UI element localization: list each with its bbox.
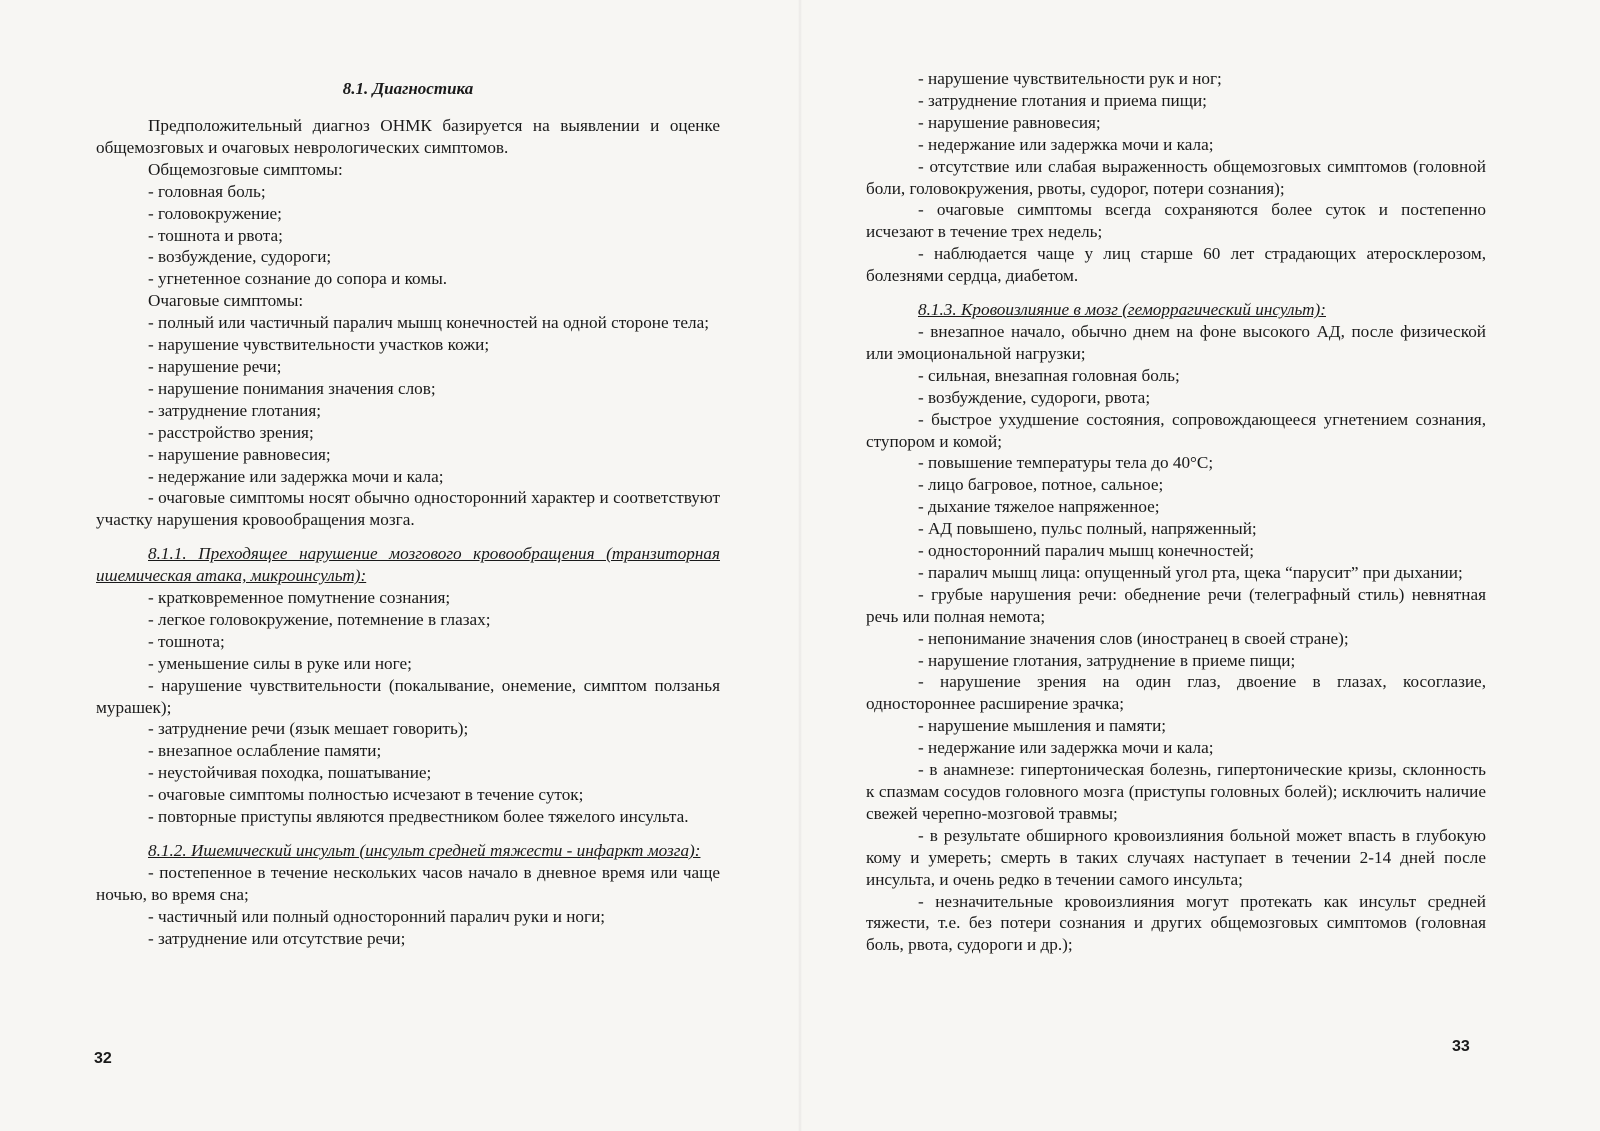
- list-item: - неустойчивая походка, пошатывание;: [148, 763, 432, 783]
- general-symptoms-label: Общемозговые симптомы:: [148, 159, 343, 179]
- section-title: 8.1. Диагностика: [342, 79, 474, 98]
- list-item: - тошнота;: [148, 631, 225, 651]
- right-page: [800, 0, 1600, 1131]
- list-item: - повторные приступы являются предвестником более тяжелого инсульта.: [148, 807, 689, 827]
- list-item: - головокружение;: [148, 203, 282, 223]
- list-item: - очаговые симптомы носят обычно односторонний характер и соответствуют участку нарушения кровообращения мозга.: [96, 488, 720, 530]
- list-item: - нарушение равновесия;: [148, 444, 331, 464]
- page-number: 33: [1452, 1038, 1470, 1055]
- list-item: - в анамнезе: гипертоническая болезнь, гипертонические кризы, склонность к спазмам сосудов головного мозга (приступы головных болей); исключить наличие свежей черепно-мозговой травмы;: [866, 760, 1486, 823]
- list-item: - нарушение зрения на один глаз, двоение в глазах, косоглазие, одностороннее расширение зрачка;: [866, 672, 1486, 714]
- list-item: - сильная, внезапная головная боль;: [918, 365, 1180, 385]
- list-item: - нарушение мышления и памяти;: [918, 716, 1167, 736]
- list-item: - быстрое ухудшение состояния, сопровождающееся угнетением сознания, ступором и комой;: [866, 409, 1486, 451]
- list-item: - полный или частичный паралич мышц конечностей на одной стороне тела;: [148, 313, 710, 333]
- list-item: - недержание или задержка мочи и кала;: [918, 134, 1214, 154]
- list-item: - в результате обширного кровоизлияния больной может впасть в глубокую кому и умереть; смерть в таких случаях наступает в течении 2-14 дней после инсульта, и очень редко в течении самого инсульта;: [866, 825, 1486, 889]
- list-item: - односторонний паралич мышц конечностей;: [918, 541, 1255, 561]
- list-item: - дыхание тяжелое напряженное;: [918, 497, 1160, 517]
- list-item: - незначительные кровоизлияния могут протекать как инсульт средней тяжести, т.е. без потери сознания и других общемозговых симптомов (головная боль, рвота, судороги и др.);: [866, 891, 1486, 955]
- list-item: - внезапное ослабление памяти;: [148, 741, 382, 761]
- list-item: - уменьшение силы в руке или ноге;: [148, 653, 412, 673]
- list-item: - нарушение чувствительности (покалывание, онемение, симптом ползанья мурашек);: [96, 675, 720, 717]
- list-item: - нарушение чувствительности рук и ног;: [918, 69, 1222, 88]
- list-item: - недержание или задержка мочи и кала;: [918, 738, 1214, 758]
- list-item: - кратковременное помутнение сознания;: [148, 588, 451, 608]
- list-item: - нарушение понимания значения слов;: [148, 378, 436, 398]
- ischemic-symptoms-continued-list: [866, 68, 1486, 287]
- list-item: - непонимание значения слов (иностранец в своей стране);: [918, 628, 1349, 648]
- list-item: - очаговые симптомы полностью исчезают в течение суток;: [148, 785, 584, 805]
- subsection-title-8-1-1: 8.1.1. Преходящее нарушение мозгового кровообращения (транзиторная ишемическая атака, микроинсульт):: [96, 544, 720, 586]
- subsection-title-8-1-3: 8.1.3. Кровоизлияние в мозг (геморрагический инсульт):: [918, 300, 1326, 320]
- list-item: - нарушение равновесия;: [918, 112, 1101, 132]
- list-item: - нарушение чувствительности участков кожи;: [148, 335, 490, 355]
- focal-symptoms-list: [96, 312, 720, 531]
- list-item: - постепенное в течение нескольких часов начало в дневное время или чаще ночью, во время сна;: [96, 862, 720, 904]
- list-item: - отсутствие или слабая выраженность общемозговых симптомов (головной боли, головокружения, рвоты, судорог, потери сознания);: [866, 156, 1486, 198]
- list-item: - затруднение глотания;: [148, 400, 322, 420]
- list-item: - частичный или полный односторонний паралич руки и ноги;: [148, 906, 606, 926]
- hemorrhagic-symptoms-list: [866, 321, 1486, 956]
- list-item: - АД повышено, пульс полный, напряженный;: [918, 519, 1257, 539]
- list-item: - угнетенное сознание до сопора и комы.: [148, 269, 448, 289]
- list-item: - внезапное начало, обычно днем на фоне высокого АД, после физической или эмоциональной нагрузки;: [866, 321, 1486, 363]
- tia-symptoms-list: [96, 587, 720, 828]
- list-item: - возбуждение, судороги;: [148, 247, 332, 267]
- page-number: 32: [94, 1050, 112, 1067]
- left-page-text: [96, 78, 720, 950]
- list-item: - легкое головокружение, потемнение в глазах;: [148, 609, 491, 629]
- list-item: - головная боль;: [148, 181, 266, 201]
- list-item: - тошнота и рвота;: [148, 225, 283, 245]
- list-item: - нарушение глотания, затруднение в приеме пищи;: [918, 650, 1296, 670]
- list-item: - очаговые симптомы всегда сохраняются более суток и постепенно исчезают в течение трех недель;: [866, 200, 1486, 242]
- general-symptoms-list: [96, 181, 720, 291]
- list-item: - затруднение речи (язык мешает говорить);: [148, 719, 469, 739]
- right-page-text: [866, 68, 1486, 956]
- list-item: - недержание или задержка мочи и кала;: [148, 466, 444, 486]
- list-item: - затруднение глотания и приема пищи;: [918, 90, 1207, 110]
- subsection-title-8-1-2: 8.1.2. Ишемический инсульт (инсульт средней тяжести - инфаркт мозга):: [148, 841, 701, 860]
- list-item: - затруднение или отсутствие речи;: [148, 928, 406, 948]
- list-item: - наблюдается чаще у лиц старше 60 лет страдающих атеросклерозом, болезнями сердца, диабетом.: [866, 244, 1486, 286]
- list-item: - нарушение речи;: [148, 356, 282, 376]
- intro-paragraph: Предположительный диагноз ОНМК базируется на выявлении и оценке общемозговых и очаговых неврологических симптомов.: [96, 116, 720, 157]
- list-item: - лицо багровое, потное, сальное;: [918, 475, 1164, 495]
- ischemic-symptoms-list: [96, 862, 720, 950]
- focal-symptoms-label: Очаговые симптомы:: [148, 291, 304, 311]
- list-item: - паралич мышц лица: опущенный угол рта, щека “парусит” при дыхании;: [918, 562, 1463, 582]
- list-item: - расстройство зрения;: [148, 422, 314, 442]
- list-item: - грубые нарушения речи: обеднение речи (телеграфный стиль) невнятная речь или полная немота;: [866, 584, 1486, 626]
- list-item: - возбуждение, судороги, рвота;: [918, 387, 1151, 407]
- list-item: - повышение температуры тела до 40°С;: [918, 453, 1214, 473]
